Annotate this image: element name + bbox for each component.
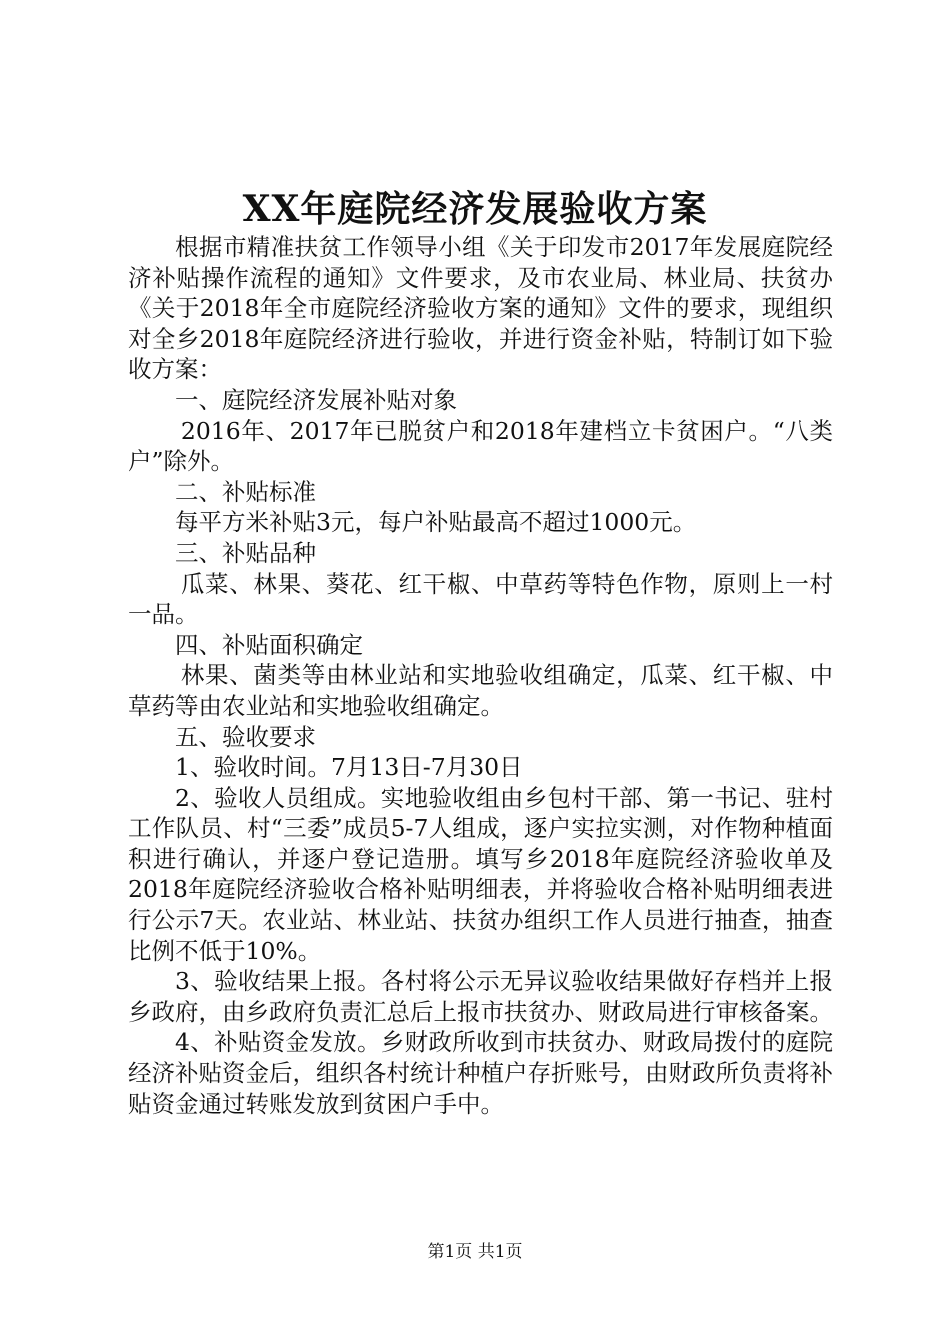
paragraph-result-report: 3、验收结果上报。各村将公示无异议验收结果做好存档并上报乡政府，由乡政府负责汇总后上报市扶贫办、财政局进行审核备案。 bbox=[128, 967, 833, 1026]
paragraph-acceptance-personnel: 2、验收人员组成。实地验收组由乡包村干部、第一书记、驻村工作队员、村“三委”成员5-7人组成，逐户实拉实测，对作物种植面积进行确认，并逐户登记造册。填写乡2018年庭院经济验收单及2018年庭院经济验收合格补贴明细表，并将验收合格补贴明细表进行公示7天。农业站、林业站、扶贫办组织工作人员进行抽查，抽查比例不低于10%。 bbox=[128, 783, 833, 965]
paragraph-subsidy-target: 2016年、2017年已脱贫户和2018年建档立卡贫困户。“八类户”除外。 bbox=[128, 416, 833, 476]
paragraph-acceptance-time: 1、验收时间。7月13日-7月30日 bbox=[175, 753, 523, 782]
document-body bbox=[128, 232, 833, 1119]
section-heading-3: 三、补贴品种 bbox=[175, 538, 316, 567]
section-heading-4: 四、补贴面积确定 bbox=[175, 630, 363, 659]
intro-paragraph: 根据市精准扶贫工作领导小组《关于印发市2017年发展庭院经济补贴操作流程的通知》文件要求，及市农业局、林业局、扶贫办《关于2018年全市庭院经济验收方案的通知》文件的要求，现组织对全乡2018年庭院经济进行验收，并进行资金补贴，特制订如下验收方案： bbox=[128, 233, 833, 384]
section-heading-1: 一、庭院经济发展补贴对象 bbox=[175, 385, 457, 414]
paragraph-fund-distribution: 4、补贴资金发放。乡财政所收到市扶贫办、财政局拨付的庭院经济补贴资金后，组织各村统计种植户存折账号，由财政所负责将补贴资金通过转账发放到贫困户手中。 bbox=[128, 1028, 833, 1118]
page-footer: 第1页 共1页 bbox=[427, 1242, 523, 1262]
paragraph-subsidy-varieties: 瓜菜、林果、葵花、红干椒、中草药等特色作物，原则上一村一品。 bbox=[128, 569, 833, 629]
section-heading-5: 五、验收要求 bbox=[175, 722, 316, 751]
section-heading-2: 二、补贴标准 bbox=[175, 477, 316, 506]
paragraph-area-determination: 林果、菌类等由林业站和实地验收组确定，瓜菜、红干椒、中草药等由农业站和实地验收组确定。 bbox=[128, 661, 833, 720]
paragraph-subsidy-standard: 每平方米补贴3元，每户补贴最高不超过1000元。 bbox=[175, 508, 697, 537]
document-title: XX年庭院经济发展验收方案 bbox=[242, 188, 708, 230]
